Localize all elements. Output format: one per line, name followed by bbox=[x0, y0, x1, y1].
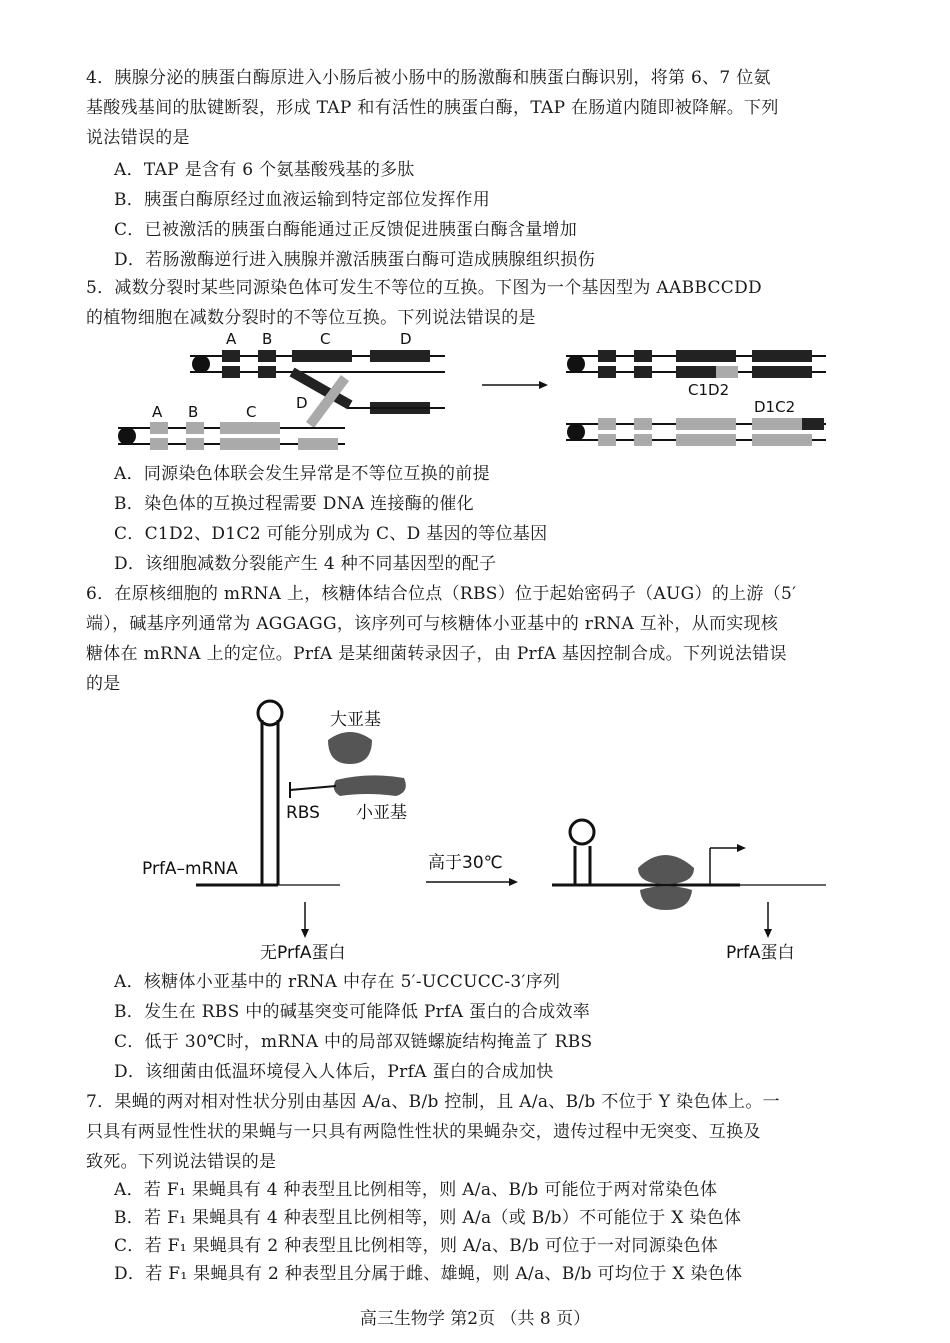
label-c-bottom: C bbox=[246, 403, 257, 421]
q4-option-a: A．TAP 是含有 6 个氨基酸残基的多肽 bbox=[114, 160, 415, 180]
q4-stem-line-3: 说法错误的是 bbox=[86, 128, 190, 148]
dark-chromosome-left bbox=[190, 350, 445, 425]
label-temperature: 高于30℃ bbox=[428, 853, 503, 873]
q6-option-a: A．核糖体小亚基中的 rRNA 中存在 5′-UCCUCC-3′序列 bbox=[114, 972, 561, 992]
q6-stem-line-4: 的是 bbox=[86, 674, 121, 694]
gray-chromosome-left bbox=[118, 422, 345, 450]
q6-option-b: B．发生在 RBS 中的碱基突变可能降低 PrfA 蛋白的合成效率 bbox=[114, 1002, 591, 1022]
q5-stem-line-2: 的植物细胞在减数分裂时的不等位互换。下列说法错误的是 bbox=[86, 308, 536, 328]
q7-option-d: D．若 F₁ 果蝇具有 2 种表型且分属于雌、雄蝇，则 A/a、B/b 可均位于 X 染色体 bbox=[114, 1264, 743, 1284]
q4-stem-line-2: 基酸残基间的肽键断裂，形成 TAP 和有活性的胰蛋白酶，TAP 在肠道内随即被降解。下列 bbox=[86, 98, 779, 118]
label-c1d2: C1D2 bbox=[688, 381, 730, 399]
label-d-bottom: D bbox=[296, 394, 308, 412]
label-prfa-mrna: PrfA–mRNA bbox=[142, 859, 238, 879]
q5-option-c: C．C1D2、D1C2 可能分别成为 C、D 基因的等位基因 bbox=[114, 524, 548, 544]
q7-stem-line-1: 7．果蝇的两对相对性状分别由基因 A/a、B/b 控制，且 A/a、B/b 不位于 Y 染色体上。一 bbox=[86, 1092, 780, 1112]
page-footer: 高三生物学 第2页 （共 8 页） bbox=[359, 1309, 591, 1329]
q7-option-c: C．若 F₁ 果蝇具有 2 种表型且比例相等，则 A/a、B/b 可位于一对同源染色体 bbox=[114, 1236, 718, 1256]
q6-option-d: D．该细菌由低温环境侵入人体后，PrfA 蛋白的合成加快 bbox=[114, 1062, 554, 1082]
label-prfa-protein: PrfA蛋白 bbox=[726, 943, 795, 963]
label-d1c2: D1C2 bbox=[754, 398, 796, 416]
label-rbs: RBS bbox=[286, 803, 320, 823]
q5-option-a: A．同源染色体联会发生异常是不等位互换的前提 bbox=[114, 464, 490, 484]
q7-option-b: B．若 F₁ 果蝇具有 4 种表型且比例相等，则 A/a（或 B/b）不可能位于 X 染色体 bbox=[114, 1208, 742, 1228]
q6-stem-line-2: 端），碱基序列通常为 AGGAGG，该序列可与核糖体小亚基中的 rRNA 互补，从而实现核 bbox=[86, 614, 779, 634]
q6-stem-line-1: 6．在原核细胞的 mRNA 上，核糖体结合位点（RBS）位于起始密码子（AUG）的上游（5′ bbox=[86, 584, 797, 604]
label-c-top: C bbox=[320, 330, 331, 348]
q4-option-d: D．若肠激酶逆行进入胰腺并激活胰蛋白酶可造成胰腺组织损伤 bbox=[114, 250, 596, 270]
label-small-subunit: 小亚基 bbox=[356, 803, 407, 823]
label-b-bottom: B bbox=[188, 403, 199, 421]
q7-option-a: A．若 F₁ 果蝇具有 4 种表型且比例相等，则 A/a、B/b 可能位于两对常染色体 bbox=[114, 1180, 718, 1200]
label-b-top: B bbox=[262, 330, 273, 348]
q7-stem-line-3: 致死。下列说法错误的是 bbox=[86, 1152, 277, 1172]
dark-chromosome-right bbox=[566, 350, 826, 378]
label-no-prfa: 无PrfA蛋白 bbox=[260, 943, 346, 963]
label-large-subunit: 大亚基 bbox=[330, 710, 381, 730]
q6-stem-line-3: 糖体在 mRNA 上的定位。PrfA 是某细菌转录因子，由 PrfA 基因控制合成。下列说法错误 bbox=[86, 644, 787, 664]
label-a-top: A bbox=[226, 330, 237, 348]
label-d-top: D bbox=[400, 330, 412, 348]
q7-stem-line-2: 只具有两显性性状的果蝇与一只具有两隐性性状的果蝇杂交，遗传过程中无突变、互换及 bbox=[86, 1122, 761, 1142]
q5-option-d: D．该细胞减数分裂能产生 4 种不同基因型的配子 bbox=[114, 554, 497, 574]
q4-option-b: B．胰蛋白酶原经过血液运输到特定部位发挥作用 bbox=[114, 190, 491, 210]
q4-option-c: C．已被激活的胰蛋白酶能通过正反馈促进胰蛋白酶含量增加 bbox=[114, 220, 578, 240]
label-a-bottom: A bbox=[152, 403, 163, 421]
q5-stem-line-1: 5．减数分裂时某些同源染色体可发生不等位的互换。下图为一个基因型为 AABBCCDD bbox=[86, 278, 762, 298]
q4-stem-line-1: 4．胰腺分泌的胰蛋白酶原进入小肠后被小肠中的肠激酶和胰蛋白酶识别，将第 6、7 位氨 bbox=[86, 68, 771, 88]
q6-option-c: C．低于 30℃时，mRNA 中的局部双链螺旋结构掩盖了 RBS bbox=[114, 1032, 593, 1052]
q5-option-b: B．染色体的互换过程需要 DNA 连接酶的催化 bbox=[114, 494, 474, 514]
gray-chromosome-right bbox=[566, 418, 826, 446]
